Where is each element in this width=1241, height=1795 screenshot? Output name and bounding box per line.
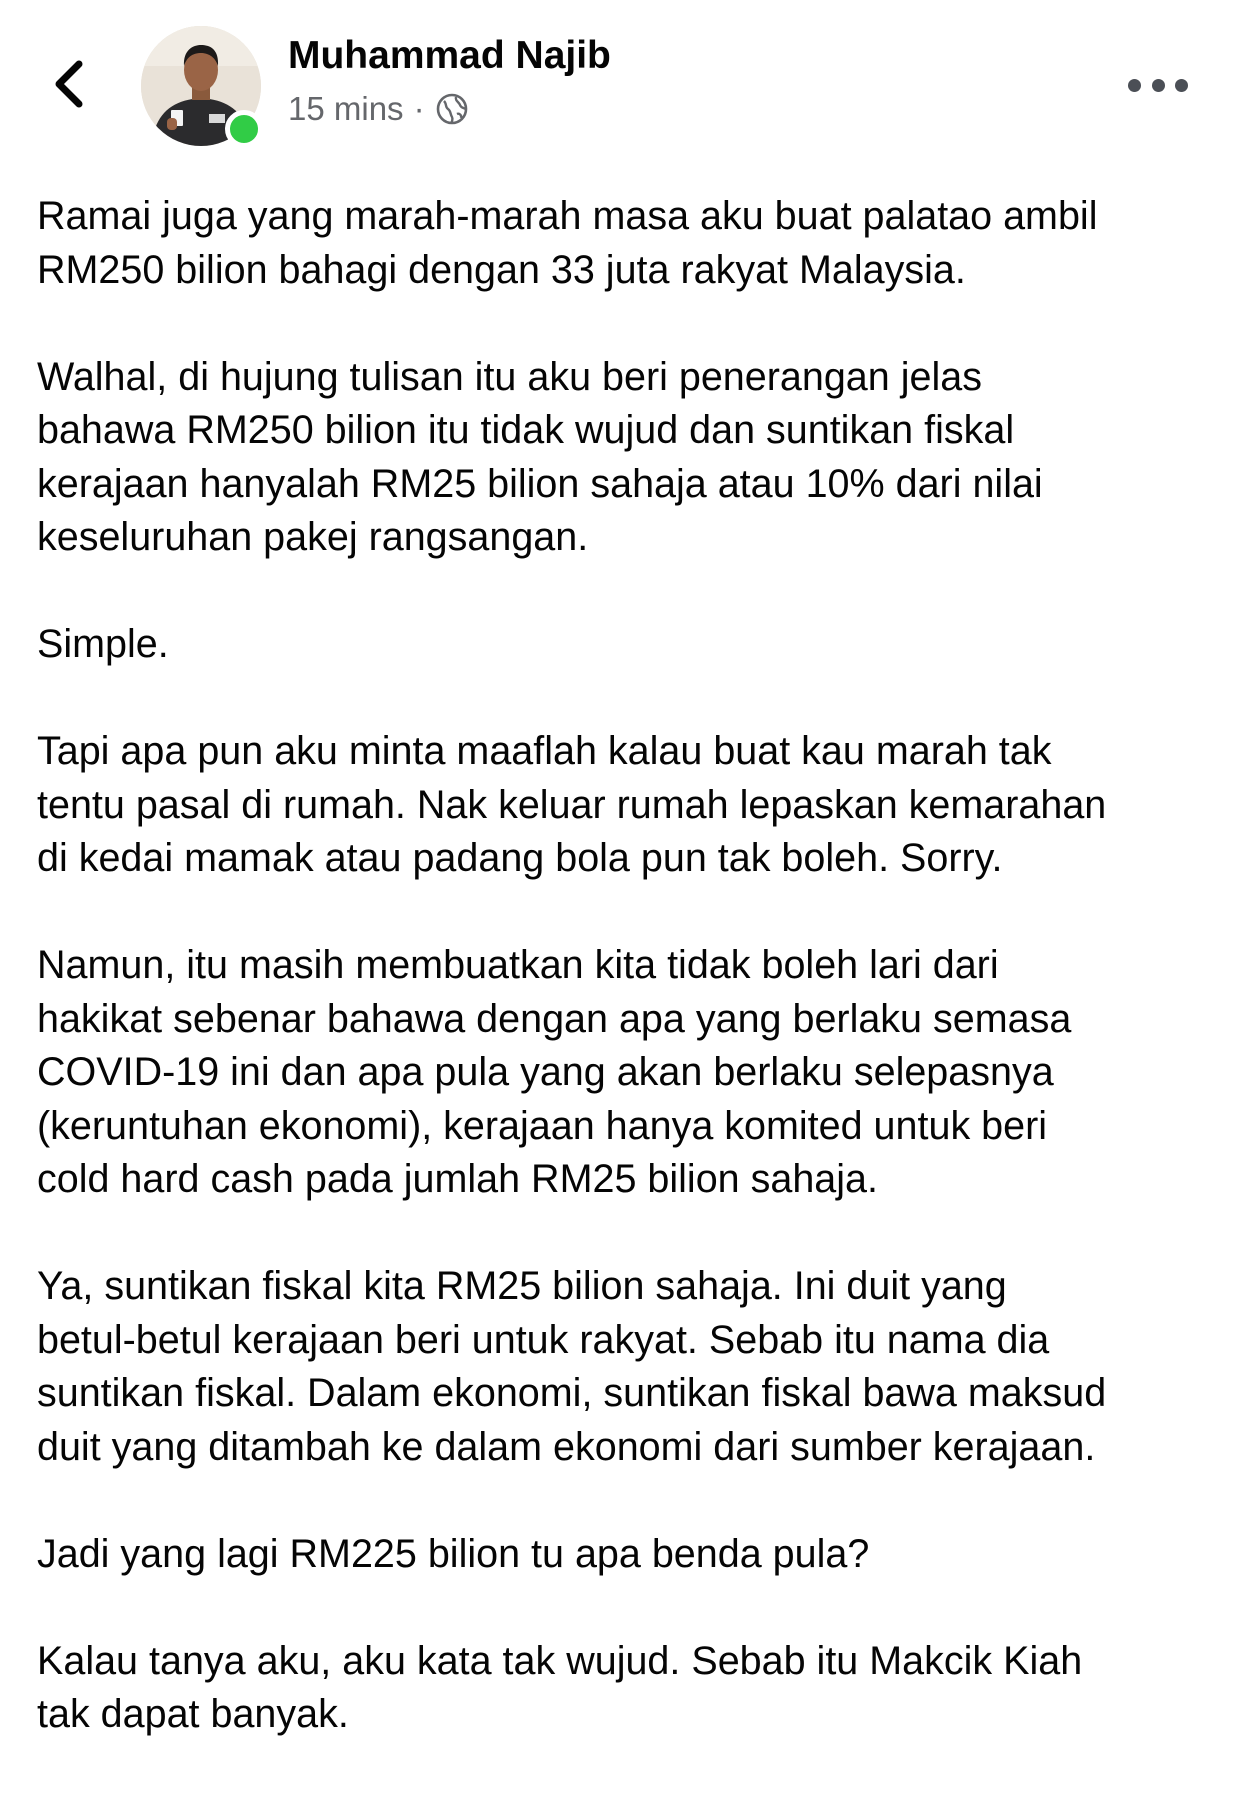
post-paragraph	[37, 1260, 1217, 1474]
post-time[interactable]: 15 mins	[288, 90, 404, 127]
more-options-button[interactable]	[1128, 70, 1188, 100]
post-line: keseluruhan pakej rangsangan.	[37, 515, 589, 559]
more-horizontal-icon	[1128, 79, 1141, 92]
post-line: Simple.	[37, 622, 169, 666]
post-line: betul-betul kerajaan beri untuk rakyat. Sebab itu nama dia	[37, 1317, 1050, 1362]
author-avatar[interactable]	[141, 26, 261, 146]
post-text	[37, 190, 1217, 1795]
post-line: kerajaan hanyalah RM25 bilion sahaja atau 10% dari nilai	[37, 461, 1043, 506]
back-button[interactable]	[40, 52, 96, 116]
more-dot	[1175, 79, 1188, 92]
post-line: RM250 bilion bahagi dengan 33 juta rakyat Malaysia.	[37, 247, 966, 292]
post-line: tak dapat banyak.	[37, 1692, 349, 1736]
post-line: Ya, suntikan fiskal kita RM25 bilion sahaja. Ini duit yang	[37, 1264, 1007, 1308]
post-meta	[288, 90, 469, 128]
post-line: suntikan fiskal. Dalam ekonomi, suntikan fiskal bawa maksud	[37, 1371, 1107, 1415]
post-paragraph	[37, 725, 1217, 886]
post-line: di kedai mamak atau padang bola pun tak boleh. Sorry.	[37, 836, 1003, 880]
post-line: (keruntuhan ekonomi), kerajaan hanya komited untuk beri	[37, 1103, 1048, 1148]
post-line: Ramai juga yang marah-marah masa aku buat palatao ambil	[37, 194, 1098, 238]
post-header	[0, 0, 1241, 170]
post-line: duit yang ditambah ke dalam ekonomi dari sumber kerajaan.	[37, 1424, 1096, 1469]
post-line: bahawa RM250 bilion itu tidak wujud dan suntikan fiskal	[37, 408, 1015, 452]
post-paragraph	[37, 939, 1217, 1207]
online-status-indicator	[225, 110, 263, 148]
more-dot	[1152, 79, 1165, 92]
post-paragraph	[37, 1528, 1217, 1582]
post-line: Jadi yang lagi RM225 bilion tu apa benda pula?	[37, 1531, 870, 1576]
chevron-left-icon	[51, 59, 85, 109]
post-paragraph	[37, 351, 1217, 565]
author-name[interactable]: Muhammad Najib	[288, 34, 611, 77]
post-line: COVID-19 ini dan apa pula yang akan berlaku selepasnya	[37, 1050, 1054, 1094]
post-paragraph	[37, 618, 1217, 672]
meta-separator: ·	[413, 90, 425, 127]
post-line: Tapi apa pun aku minta maaflah kalau buat kau marah tak	[37, 729, 1052, 773]
post-line: cold hard cash pada jumlah RM25 bilion sahaja.	[37, 1157, 878, 1201]
post-line: tentu pasal di rumah. Nak keluar rumah lepaskan kemarahan	[37, 782, 1107, 827]
post-line: Walhal, di hujung tulisan itu aku beri penerangan jelas	[37, 354, 982, 399]
post-line: Kalau tanya aku, aku kata tak wujud. Sebab itu Makcik Kiah	[37, 1638, 1083, 1683]
post-line: Namun, itu masih membuatkan kita tidak boleh lari dari	[37, 943, 999, 987]
post-paragraph	[37, 1635, 1217, 1742]
post-paragraph	[37, 190, 1217, 297]
post-line: hakikat sebenar bahawa dengan apa yang berlaku semasa	[37, 996, 1072, 1041]
globe-icon[interactable]	[435, 92, 469, 126]
